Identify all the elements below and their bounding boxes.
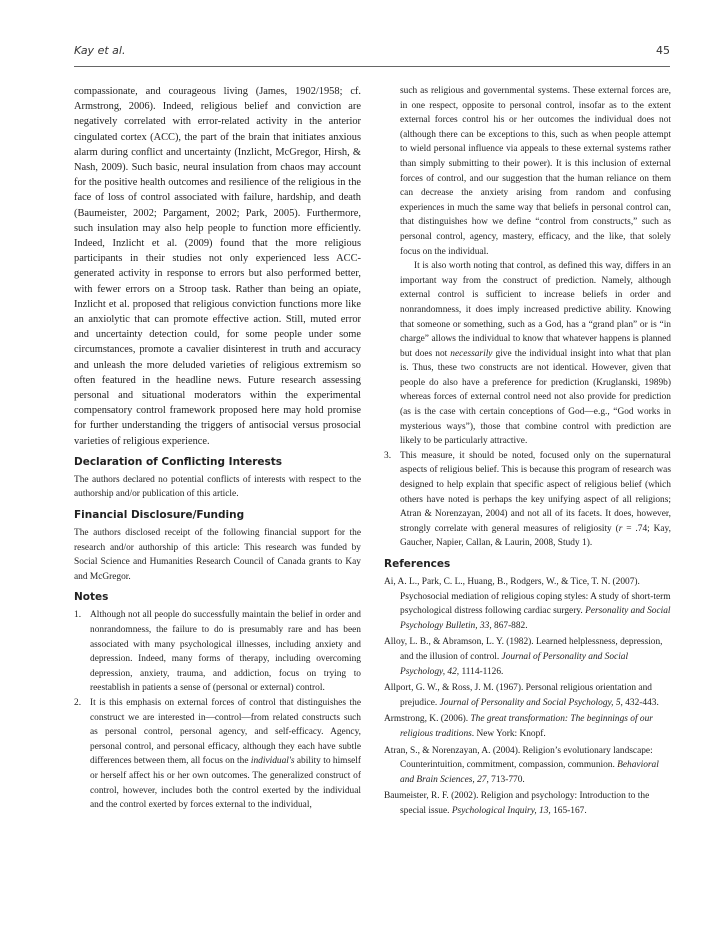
references-heading: References xyxy=(384,558,451,570)
reference-text: Allport, G. W., & Ross, J. M. (1967). Personal religious orientation and prejudice. xyxy=(384,683,652,708)
right-column xyxy=(384,84,671,821)
note-1 xyxy=(74,608,361,696)
note-2-p2-text-b: give the individual insight into what that plan is. Thus, these two constructs are not identical. However, given that people do also have a preference for prediction (Kruglanski, 1989b) whereas forces of external control need not also provide for prediction (as is the case with certain conceptions of God—e.g., “God works in mysterious ways”), those that combine control with prediction are likely to be particularly attractive. xyxy=(400,348,671,447)
body-paragraph: compassionate, and courageous living (James, 1902/1958; cf. Armstrong, 2006). Indeed, religious belief and conviction are negatively correlated with error-related activity in the anterior cingulated cortex (ACC), the part of the brain that initiates anxious alarm during conflict and uncertainty (Inzlicht, McGregor, Hirsh, & Nash, 2009). Such basic, neural insulation from chaos may account for the positive health outcomes and resilience of the religious in the face of loss of control associated with failure, hardship, and death (Baumeister, 2002; Pargament, 2002; Park, 2005). Furthermore, such insulation may also help people to function more efficiently. Indeed, Inzlicht et al. (2009) found that the more religious participants in their studies not only experienced less ACC-generated activity in response to errors but also performed better, with fewer errors on a Stroop task. Rather than being an opiate, Inzlicht et al. proposed that religious conviction functions more like an anxiolytic that can promote effective action. Still, muted error and uncertainty detection could, for some people under some circumstances, promote a cavalier disinterest in truth and accuracy and unleash the more deluded varieties of religious extremism so often featured in the headline news. Future research assessing personal and situational moderators within the experimental compensatory control framework proposed here may hold promise for further understanding the triggers of antisocial versus prosocial varieties of religious experience. xyxy=(74,86,361,447)
funding-text: The authors disclosed receipt of the following financial support for the research and/or authorship of this article: This research was funded by Social Science and Humanities Research Council of Canada grants to Kay and McGregor. xyxy=(74,528,361,582)
conflict-text: The authors declared no potential conflicts of interests with respect to the authorship and/or publication of this article. xyxy=(74,474,361,500)
running-head xyxy=(74,44,670,62)
note-2-text-a: It is this emphasis on external forces of control that distinguishes the construct we are interested in—control—from related constructs such as personal control, personal agency, and self-efficacy. Agency, personal control, and personal efficacy, although they each have subtle differences between them, all focus on the xyxy=(90,698,361,767)
reference-pages: , 867-882. xyxy=(489,620,528,631)
reference-text: Baumeister, R. F. (2002). Religion and psychology: Introduction to the special issue. xyxy=(384,791,650,816)
left-column xyxy=(74,84,361,813)
reference-journal: Journal of Personality and Social Psychology, 42 xyxy=(400,651,629,677)
reference-text: Alloy, L. B., & Abramson, L. Y. (1982). Learned helplessness, depression, and the illusion of control. xyxy=(384,637,663,662)
reference-pages: , 713-770. xyxy=(486,774,525,785)
reference-journal: Journal of Personality and Social Psychology, 5 xyxy=(439,697,621,708)
reference-journal: Psychological Inquiry, 13 xyxy=(451,805,549,816)
reference-journal: Behavioral and Brain Sciences, 27 xyxy=(400,760,659,785)
note-1-number: 1. xyxy=(74,610,82,621)
header-rule xyxy=(74,66,670,67)
reference-pages: . New York: Knopf. xyxy=(471,728,546,739)
running-head-authors: Kay et al. xyxy=(74,44,126,57)
reference-item xyxy=(384,635,671,679)
note-2-continuation: such as religious and governmental systems. These external forces are, in one respect, opposite to personal control, insofar as to the extent external forces control his or her outcomes the individual does not (although there can be exceptions to this, such as when people attempt to wield personal influence via appeals to these external systems rather than simply submitting to their power). It is this inclusion of external forces of control, and our suggestion that the human reliance on them can decrease the anxiety arising from random and confusing experiences in much the same way that beliefs in personal control can, that distinguishes how we define “control from constructs,” such as personal control, agency, mastery, efficacy, and the like, that solely focus on the individual. xyxy=(400,86,671,257)
note-2-p2-text-a: It is also worth noting that control, as defined this way, differs in an important way from the construct of prediction. Namely, although external control is sufficient to increase beliefs in order and nonrandomness, it does imply increased predictive ability. Knowing that someone or something, such as a God, has a “grand plan” or is “in charge” allows the individual to know that whatever happens is planned but does not xyxy=(400,261,671,359)
reference-item xyxy=(384,789,671,818)
reference-journal: Personality and Social Psychology Bulletin, 33 xyxy=(400,606,671,631)
reference-pages: , 165-167. xyxy=(548,805,587,816)
funding-heading: Financial Disclosure/Funding xyxy=(74,509,245,522)
note-3-r: r xyxy=(618,523,623,534)
reference-item xyxy=(384,712,671,741)
reference-pages: , 1114-1126. xyxy=(456,666,504,677)
reference-text: Atran, S., & Norenzayan, A. (2004). Religion’s evolutionary landscape: Counterintuition, commitment, compassion, communion. xyxy=(384,745,653,771)
note-2 xyxy=(74,696,361,813)
page-number: 45 xyxy=(656,44,670,57)
note-3-text-a: This measure, it should be noted, focused only on the supernatural aspects of religious belief. This is because this program of research was designed to help explain that specific aspect of religious belief (which others have noted is perhaps the key unifying aspect of all religions; Atran & Norenzayan, 2004) and not all of its facets. It does, however, strongly correlate with general measures of religiosity ( xyxy=(400,450,671,534)
note-2-p2-emphasis: necessarily xyxy=(450,348,493,359)
reference-item xyxy=(384,681,671,710)
reference-item xyxy=(384,744,671,788)
note-3-number: 3. xyxy=(384,450,392,461)
note-3 xyxy=(384,449,671,551)
note-2-paragraph-2 xyxy=(384,259,671,449)
reference-item xyxy=(384,575,671,633)
reference-text: Ai, A. L., Park, C. L., Huang, B., Rodgers, W., & Tice, T. N. (2007). Psychosocial mediation of religious coping styles: A study of short-term psychological distress following cardiac surgery. xyxy=(384,577,671,617)
reference-journal: The great transformation: The beginnings of our religious traditions xyxy=(400,714,653,739)
note-2-text-b: ability to himself or herself affect his or her own outcomes. The generalized construct of control, however, includes both the control exerted by the individual and the control exerted by forces external to the individual, xyxy=(90,756,361,811)
note-2-number: 2. xyxy=(74,698,82,708)
note-2-emphasis: individual's xyxy=(250,756,295,767)
reference-pages: , 432-443. xyxy=(620,697,659,708)
conflict-heading: Declaration of Conflicting Interests xyxy=(74,455,283,468)
notes-heading: Notes xyxy=(74,591,109,604)
note-1-text: Although not all people do successfully maintain the belief in order and nonrandomness, the failure to do is presumably rare and has been associated with many psychological illnesses, including anxiety and depression. Indeed, many forms of therapy, including overcoming depression, anxiety, trauma, and addiction, focus on trying to reestablish in patients a sense of (personal or external) control. xyxy=(90,610,361,694)
note-3-text-b: = .74; Kay, Gaucher, Napier, Callan, & Laurin, 2008, Study 1). xyxy=(400,523,671,549)
reference-text: Armstrong, K. (2006). xyxy=(384,714,471,725)
